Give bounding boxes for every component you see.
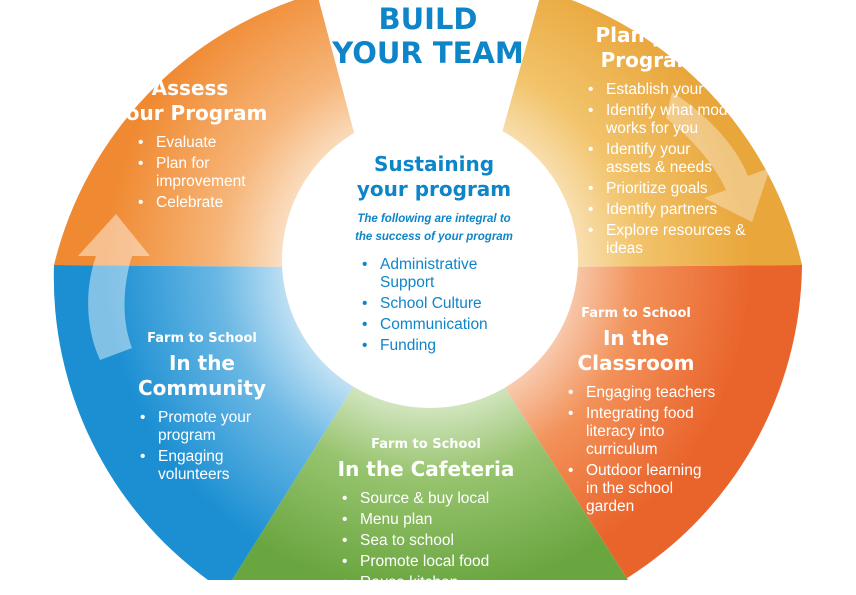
assess-section: [100, 76, 280, 215]
list-item: • Sea to school: [340, 532, 526, 550]
list-item: • Funding: [360, 337, 550, 355]
cafeteria-kicker: Farm to School: [371, 437, 481, 452]
list-item: • Administrative Support: [360, 256, 496, 292]
list-item: • Prioritize goals: [586, 180, 764, 198]
community-heading: In the Community: [137, 351, 267, 400]
title-line-2: YOUR TEAM: [332, 36, 524, 70]
list-item: • Establish your vision: [586, 81, 764, 99]
list-item: • Integrating food literacy into curriculum: [566, 405, 722, 459]
list-item: • Engaging teachers: [566, 384, 762, 402]
list-item: • Engaging volunteers: [138, 448, 262, 484]
community-list: [138, 409, 298, 484]
list-item: • Celebrate: [136, 194, 280, 212]
classroom-heading: In the Classroom: [577, 326, 695, 375]
plan-heading: Plan your Program: [595, 23, 703, 72]
list-item: • Identify partners: [586, 201, 764, 219]
list-item: • Source & buy local: [340, 490, 526, 508]
title-line-1: BUILD: [378, 2, 478, 36]
list-item: • Evaluate: [136, 134, 280, 152]
assess-list: [136, 134, 280, 212]
sustaining-heading: Sustaining your program: [356, 152, 512, 201]
assess-heading: Assess your Program: [112, 76, 268, 125]
cafeteria-section: [326, 437, 526, 595]
plan-section: [586, 23, 764, 261]
list-item: • Explore resources & ideas: [586, 222, 756, 258]
sustaining-list: [360, 256, 550, 355]
list-item: • Promote local food: [340, 553, 526, 571]
list-item: • Communication: [360, 316, 550, 334]
list-item: • Menu plan: [340, 511, 526, 529]
list-item: • Promote your program: [138, 409, 276, 445]
classroom-section: [566, 306, 762, 519]
cafeteria-list: [340, 490, 526, 592]
classroom-kicker: Farm to School: [581, 306, 691, 321]
cafeteria-heading: In the Cafeteria: [337, 457, 515, 481]
list-item: • Plan for improvement: [136, 155, 262, 191]
page-title: [300, 2, 556, 70]
list-item: • Identify your assets & needs: [586, 141, 726, 177]
sustaining-section: [318, 152, 550, 358]
sustaining-note: The following are integral to the success of your program: [355, 213, 513, 243]
list-item: • Outdoor learning in the school garden: [566, 462, 716, 516]
list-item: • Reuse kitchen: [340, 574, 526, 592]
list-item: • School Culture: [360, 295, 550, 313]
community-kicker: Farm to School: [147, 331, 257, 346]
plan-list: [586, 81, 764, 258]
classroom-list: [566, 384, 762, 516]
community-section: [118, 331, 298, 487]
list-item: • Identify what model works for you: [586, 102, 756, 138]
